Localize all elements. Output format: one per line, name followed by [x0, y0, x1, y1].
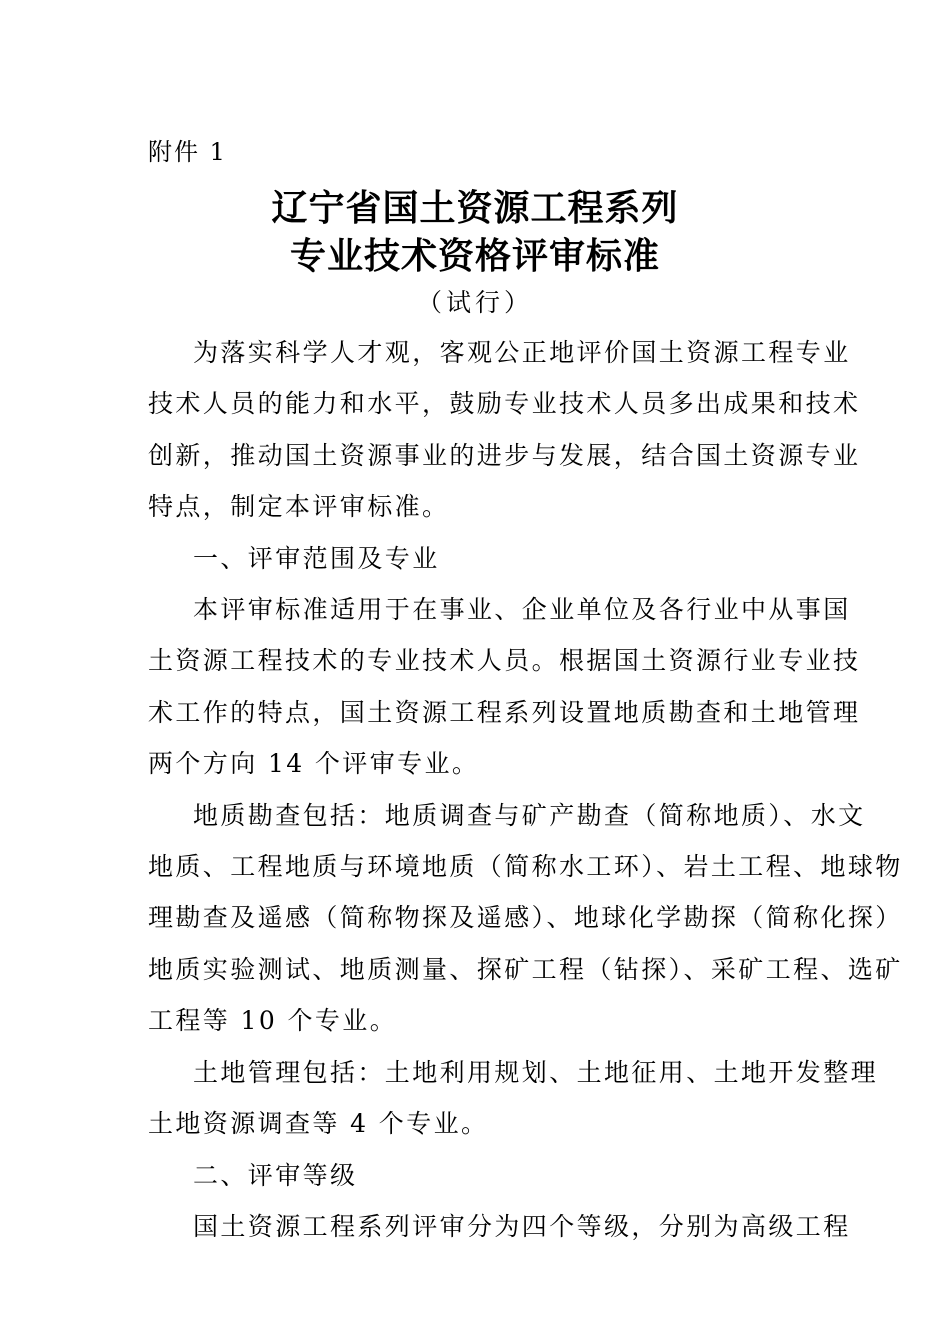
paragraph-land	[148, 1047, 879, 1150]
paragraph-levels	[148, 1201, 851, 1252]
paragraph-line: 两个方向 14 个评审专业。	[148, 749, 480, 779]
document-subtitle: （试行）	[416, 288, 533, 317]
paragraph-line: 工程等 10 个专业。	[148, 1006, 398, 1036]
section-heading-levels	[148, 1150, 808, 1201]
paragraph-line: 土资源工程技术的专业技术人员。根据国土资源行业专业技	[148, 646, 861, 676]
paragraph-line: 术工作的特点，国土资源工程系列设置地质勘查和土地管理	[148, 697, 861, 727]
paragraph-line: 国土资源工程系列评审分为四个等级，分别为高级工程	[193, 1211, 851, 1241]
paragraph-line: 创新，推动国土资源事业的进步与发展，结合国土资源专业	[148, 440, 861, 470]
paragraph-scope	[148, 584, 861, 790]
paragraph-line: 地质实验测试、地质测量、探矿工程（钻探）、采矿工程、选矿	[148, 954, 903, 984]
section-heading-text: 二、评审等级	[193, 1160, 358, 1190]
paragraph-line: 地质勘查包括：地质调查与矿产勘查（简称地质）、水文	[193, 800, 866, 830]
paragraph-line: 土地管理包括：土地利用规划、土地征用、土地开发整理	[193, 1057, 879, 1087]
document-title-line-2: 专业技术资格评审标准	[289, 236, 660, 277]
document-title-line-1: 辽宁省国土资源工程系列	[271, 188, 679, 229]
document-body	[148, 327, 903, 1252]
section-heading-scope	[148, 533, 808, 584]
paragraph-line: 土地资源调查等 4 个专业。	[148, 1109, 489, 1139]
paragraph-line: 为落实科学人才观，客观公正地评价国土资源工程专业	[193, 338, 851, 367]
section-heading-text: 一、评审范围及专业	[193, 543, 440, 573]
annex-label: 附件 1	[148, 138, 227, 166]
paragraph-intro	[148, 327, 861, 533]
paragraph-line: 本评审标准适用于在事业、企业单位及各行业中从事国	[193, 595, 851, 625]
paragraph-line: 技术人员的能力和水平，鼓励专业技术人员多出成果和技术	[148, 389, 861, 419]
paragraph-line: 特点，制定本评审标准。	[148, 492, 450, 522]
paragraph-line: 地质、工程地质与环境地质（简称水工环）、岩土工程、地球物	[148, 852, 903, 882]
paragraph-geology	[148, 790, 903, 1047]
paragraph-line: 理勘查及遥感（简称物探及遥感）、地球化学勘探（简称化探）	[148, 903, 903, 933]
